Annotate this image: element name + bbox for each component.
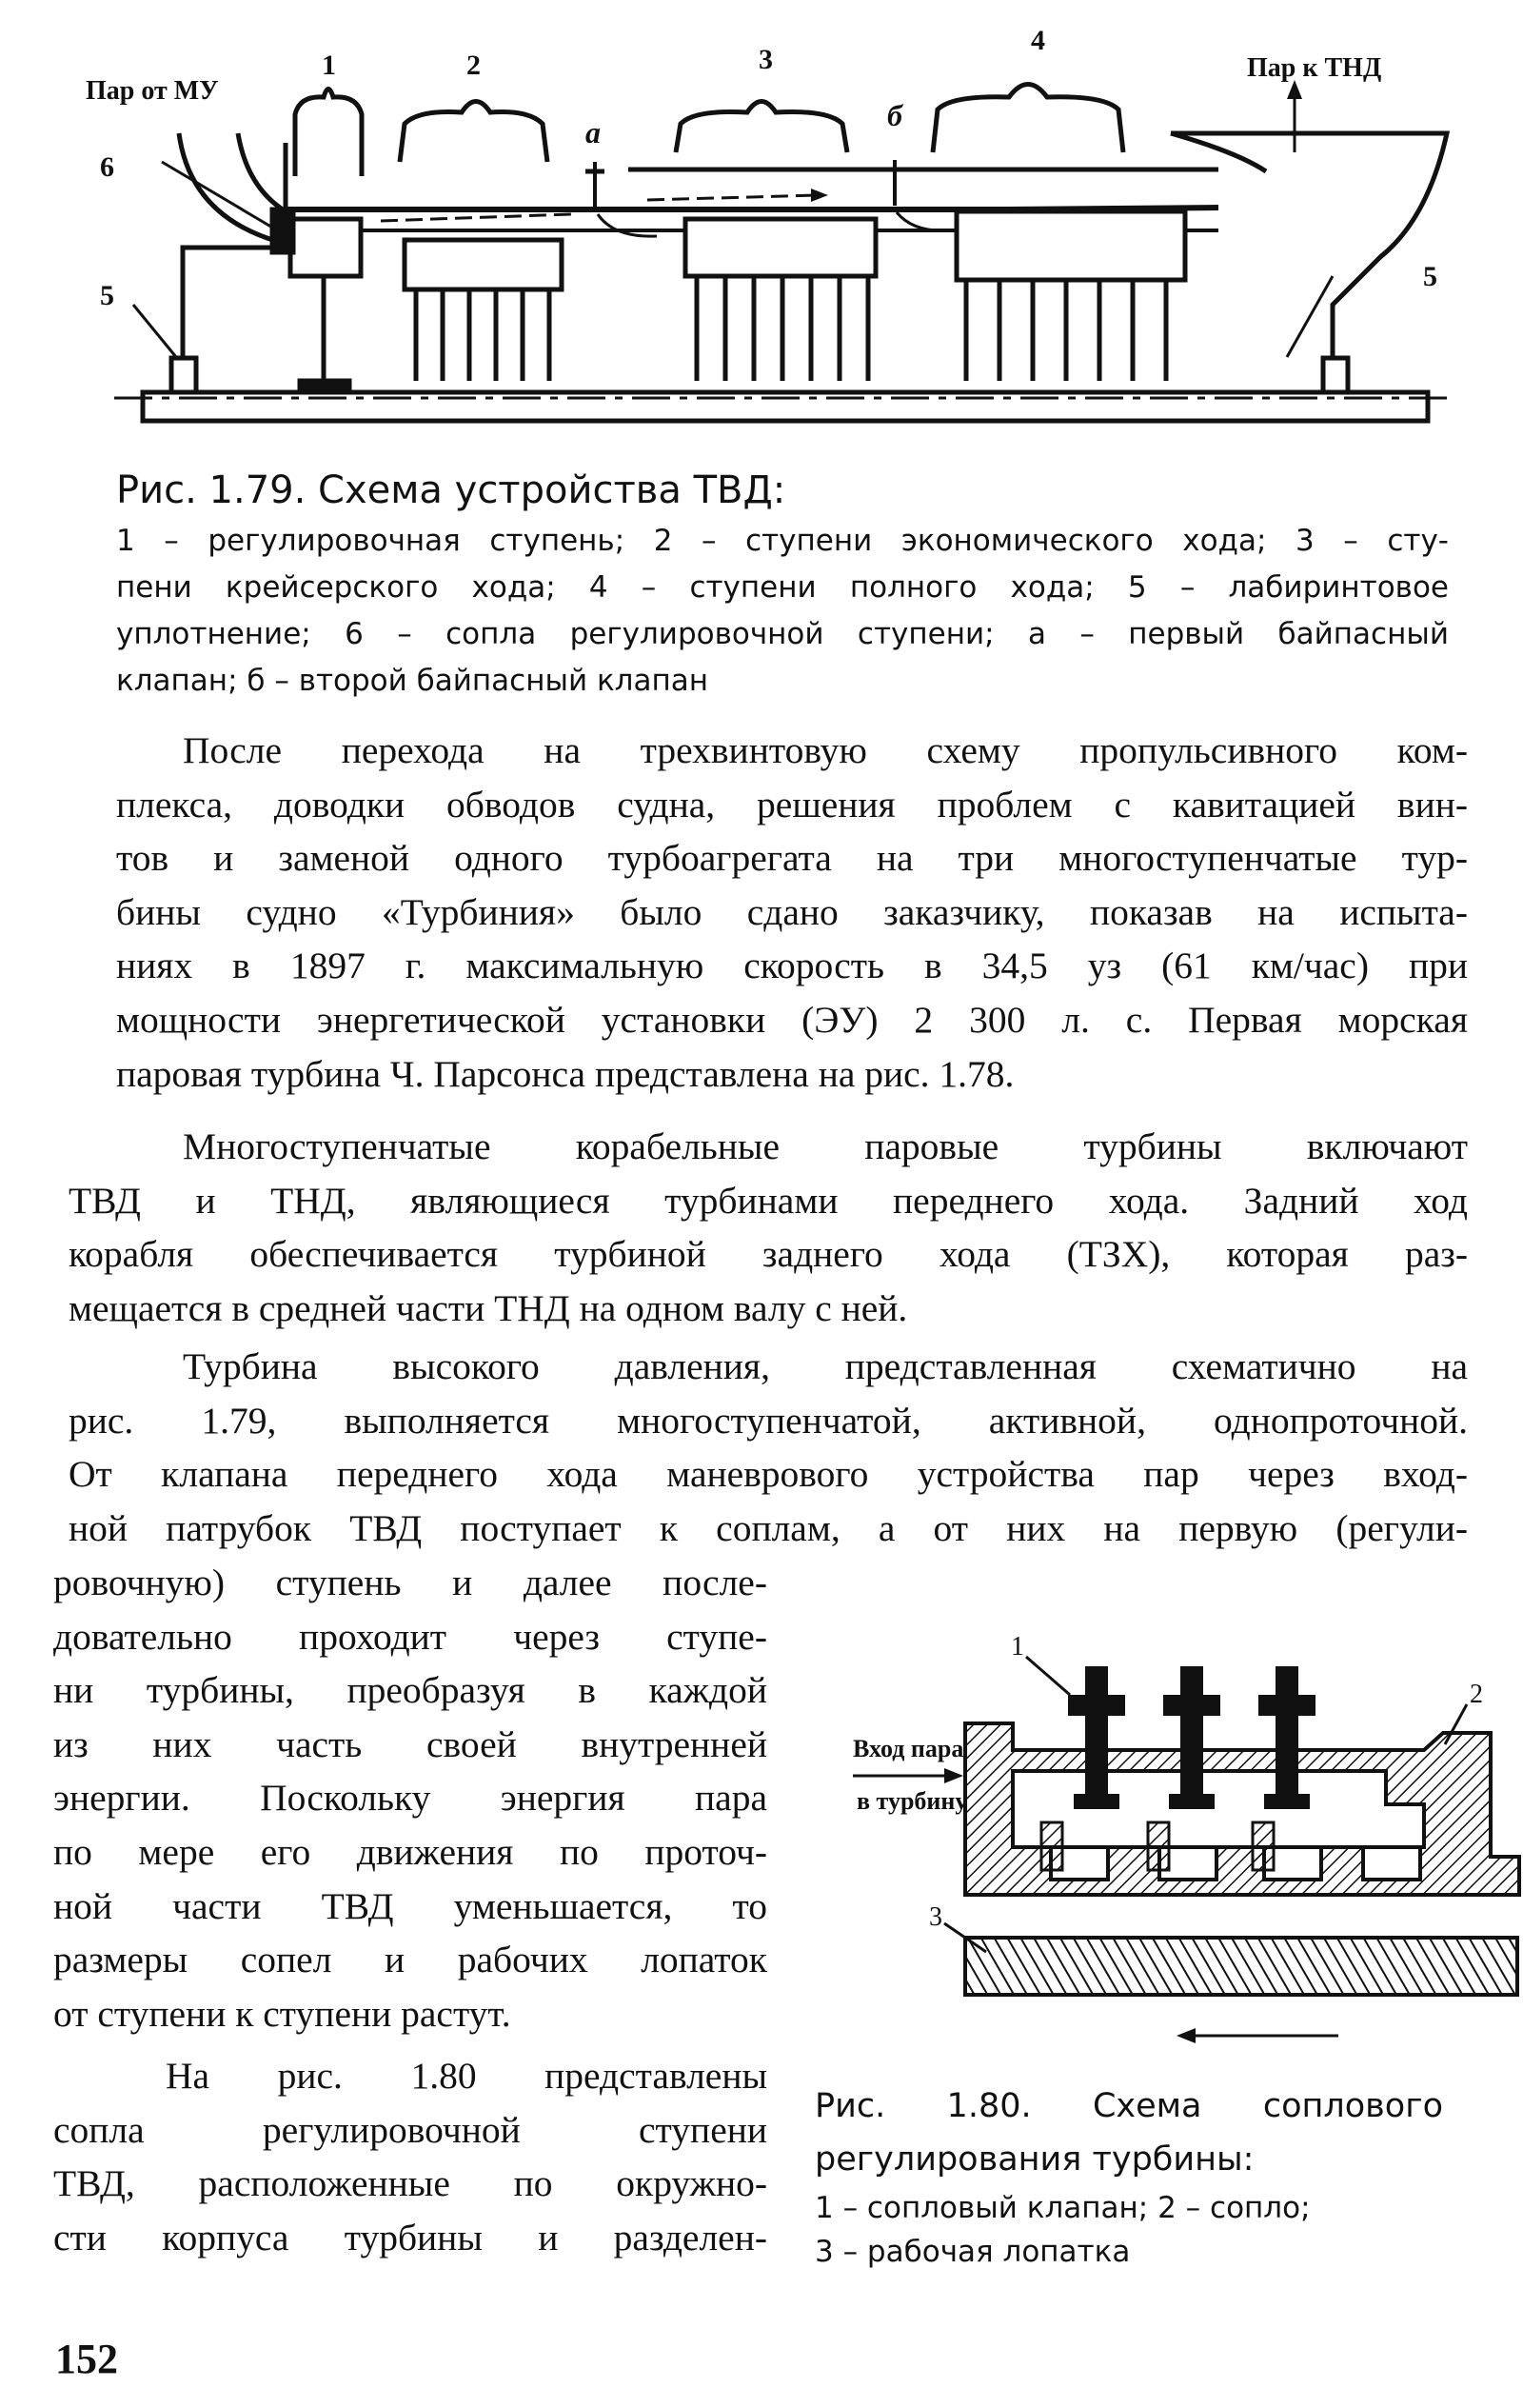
brace-1 xyxy=(295,90,362,177)
label-a: а xyxy=(585,115,601,149)
text-line: Турбина высокого давления, представленная схематично на xyxy=(183,1345,1468,1387)
label-4: 4 xyxy=(1031,25,1045,56)
caption-title-2: регулирования турбины: xyxy=(815,2140,1255,2179)
text-line: ной части ТВД уменьшается, то xyxy=(53,1884,767,1927)
caption-line: пени крейсерского хода; 4 – ступени полного хода; 5 – лабиринтовое xyxy=(116,570,1449,605)
label-3: 3 xyxy=(929,1902,942,1932)
inlet-label-line-1: Вход пара xyxy=(853,1735,964,1762)
paragraph-3-continued xyxy=(53,1556,767,2040)
text-line: ниях в 1897 г. максимальную скорость в 34,5 уз (61 км/час) при xyxy=(116,945,1468,987)
text-line: Многоступенчатые корабельные паровые турбины включают xyxy=(183,1125,1468,1167)
text-line: ТВД, расположенные по окружно- xyxy=(53,2162,767,2205)
paragraph-3 xyxy=(69,1340,1468,1555)
caption-title: Рис. 1.80. Схема соплового xyxy=(815,2087,1443,2125)
text-line: размеры сопел и рабочих лопаток xyxy=(53,1939,767,1981)
text-line: паровая турбина Ч. Парсонса представлена на рис. 1.78. xyxy=(116,1052,1015,1095)
stage-group-economic xyxy=(405,240,562,381)
text-line: довательно проходит через ступе- xyxy=(53,1615,767,1658)
text-line: мощности энергетической установки (ЭУ) 2 300 л. с. Первая морская xyxy=(116,998,1468,1041)
caption-line: 1 – регулировочная ступень; 2 – ступени экономического хода; 3 – сту- xyxy=(116,524,1449,558)
text-line: ной патрубок ТВД поступает к соплам, а от них на первую (регули- xyxy=(69,1506,1468,1549)
text-line: по мере его движения по проточ- xyxy=(53,1830,767,1873)
steam-to-tnd-label: Пар к ТНД xyxy=(1247,53,1382,83)
steam-from-mu-label: Пар от МУ xyxy=(86,76,219,106)
inlet-curve-inner xyxy=(238,133,290,214)
text-line: сопла регулировочной ступени xyxy=(53,2108,767,2151)
exhaust-casing xyxy=(1171,133,1447,358)
text-line: энергии. Поскольку энергия пара xyxy=(53,1777,767,1820)
text-line: от ступени к ступени растут. xyxy=(53,1992,511,2035)
regulating-stage-wheel xyxy=(290,219,361,276)
brace-3 xyxy=(676,102,847,153)
figure-1-80-caption xyxy=(815,2080,1443,2274)
label-3: 3 xyxy=(759,44,773,75)
nozzle-passage xyxy=(1363,1847,1420,1880)
text-line: бины судно «Турбиния» было сдано заказчику, показав на испыта- xyxy=(116,890,1468,933)
brace-2 xyxy=(400,102,547,163)
label-2: 2 xyxy=(1470,1680,1483,1709)
paragraph-1 xyxy=(116,724,1468,1101)
text-line: плекса, доводки обводов судна, решения проблем с кавитацией вин- xyxy=(116,783,1468,826)
brace-4 xyxy=(933,85,1123,153)
text-line: После перехода на трехвинтовую схему пропульсивного ком- xyxy=(183,729,1468,771)
label-5-left: 5 xyxy=(100,280,114,311)
label-b: б xyxy=(887,98,902,132)
paragraph-2 xyxy=(69,1120,1468,1335)
exhaust-curve xyxy=(1171,133,1266,171)
stage-group-full xyxy=(957,211,1185,381)
paragraph-4 xyxy=(53,2049,767,2264)
text-line: ТВД и ТНД, являющиеся турбинами переднего хода. Задний ход xyxy=(69,1179,1468,1222)
text-line: На рис. 1.80 представлены xyxy=(166,2055,767,2097)
label-1: 1 xyxy=(1011,1632,1024,1662)
text-line: из них часть своей внутренней xyxy=(53,1722,767,1765)
caption-line: клапан; б – второй байпасный клапан xyxy=(116,664,709,698)
label-6: 6 xyxy=(100,151,114,183)
text-line: ровочную) ступень и далее после- xyxy=(53,1562,767,1603)
label-5-right: 5 xyxy=(1423,261,1437,292)
caption-line: уплотнение; 6 – сопла регулировочной ступени; а – первый байпасный xyxy=(116,617,1449,651)
text-line: От клапана переднего хода маневрового устройства пар через вход- xyxy=(69,1453,1468,1496)
rotor-blade-row xyxy=(965,1938,1517,1995)
text-line: сти корпуса турбины и разделен- xyxy=(53,2216,767,2259)
label-2: 2 xyxy=(466,50,481,81)
text-line: тов и заменой одного турбоагрегата на три многоступенчатые тур- xyxy=(116,837,1468,880)
text-line: рис. 1.79, выполняется многоступенчатой, активной, однопроточной. xyxy=(69,1399,1468,1442)
figure-1-80-diagram xyxy=(796,1619,1481,2057)
text-line: ни турбины, преобразуя в каждой xyxy=(53,1669,767,1712)
stage-group-cruising xyxy=(685,219,876,381)
caption-line: 3 – рабочая лопатка xyxy=(815,2235,1131,2269)
figure-1-79-caption-title: Рис. 1.79. Схема устройства ТВД: xyxy=(116,468,786,512)
page-number: 152 xyxy=(55,2336,118,2382)
text-line: корабля обеспечивается турбиной заднего хода (ТЗХ), которая раз- xyxy=(69,1233,1468,1276)
nozzle-valves xyxy=(1068,1666,1315,1809)
caption-line: 1 – сопловый клапан; 2 – сопло; xyxy=(815,2191,1311,2225)
figure-1-79-caption-body xyxy=(116,518,1449,705)
labyrinth-seal-left xyxy=(171,358,196,392)
label-1: 1 xyxy=(322,50,336,81)
inlet-label-line-2: в турбину xyxy=(857,1787,968,1815)
regulating-stage-nozzles xyxy=(272,209,293,252)
figure-1-79-diagram xyxy=(86,19,1456,448)
text-line: мещается в средней части ТНД на одном валу с ней. xyxy=(69,1286,908,1329)
labyrinth-seal-right xyxy=(1323,358,1348,392)
